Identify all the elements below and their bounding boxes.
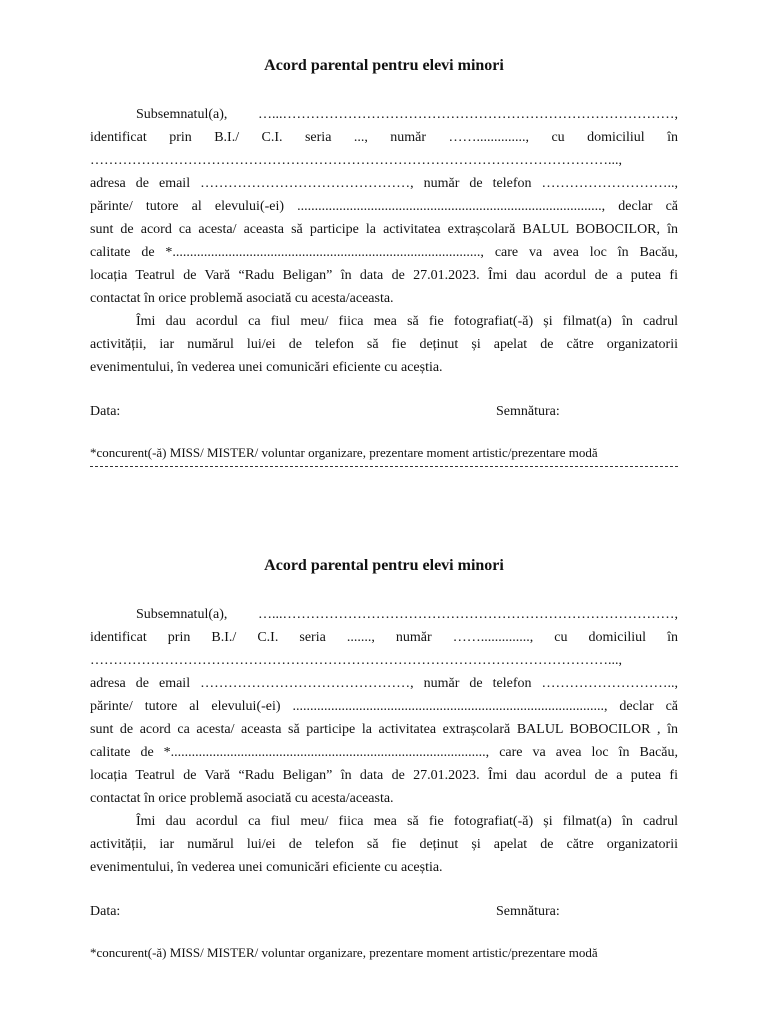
- form-line-contactat: contactat în orice problemă asociată cu acesta/aceasta.: [90, 791, 394, 806]
- form-line-parinte: părinte/ tutore al elevului(-ei) ......................................................................................., declar că: [90, 199, 678, 214]
- consent-form-2: [90, 555, 678, 963]
- form-line-subsemnatul: Subsemnatul(a), …...…………………………………………………………………………,: [136, 107, 678, 122]
- form-line-acord: sunt de acord ca acesta/ aceasta să participe la activitatea extrașcolară BALUL BOBOCILOR, în: [90, 222, 678, 237]
- date-label: Data:: [90, 404, 121, 419]
- signature-label: Semnătura:: [496, 404, 560, 419]
- date-label: Data:: [90, 904, 121, 919]
- form-line-email-phone: adresa de email ………………………………………, număr de telefon ………………………..,: [90, 676, 678, 691]
- form-line-parinte: părinte/ tutore al elevului(-ei) ........................................................................................., declar că: [90, 699, 678, 714]
- form-line-photo-3: evenimentului, în vederea unei comunicări eficiente cu aceștia.: [90, 360, 443, 375]
- date-signature-row: [90, 901, 678, 923]
- form-line-locatia: locația Teatrul de Vară “Radu Beligan” în data de 27.01.2023. Îmi dau acordul de a putea fi: [90, 268, 678, 283]
- form-line-identificat: identificat prin B.I./ C.I. seria ......., număr …….............., cu domiciliul în: [90, 630, 678, 645]
- form-line-calitate: calitate de *.........................................................................................., care va avea loc în Bacău,: [90, 745, 678, 760]
- form-line-calitate: calitate de *........................................................................................, care va avea loc în Bacău,: [90, 245, 678, 260]
- footnote: *concurent(-ă) MISS/ MISTER/ voluntar organizare, prezentare moment artistic/prezentare modă: [90, 445, 598, 460]
- form-title: Acord parental pentru elevi minori: [264, 57, 504, 74]
- form-line-contactat: contactat în orice problemă asociată cu acesta/aceasta.: [90, 291, 394, 306]
- form-line-identificat: identificat prin B.I./ C.I. seria ..., număr …….............., cu domiciliul în: [90, 130, 678, 145]
- date-signature-row: [90, 401, 678, 423]
- form-line-photo-2: activității, iar numărul lui/ei de telefon să fie deținut și apelat de către organizatorii: [90, 337, 678, 352]
- consent-form-1: [90, 55, 678, 463]
- form-line-photo-1: Îmi dau acordul ca fiul meu/ fiica mea să fie fotografiat(-ă) și filmat(a) în cadrul: [136, 814, 678, 829]
- form-line-photo-3: evenimentului, în vederea unei comunicări eficiente cu aceștia.: [90, 860, 443, 875]
- form-line-acord: sunt de acord ca acesta/ aceasta să participe la activitatea extrașcolară BALUL BOBOCILOR , în: [90, 722, 678, 737]
- form-line-locatia: locația Teatrul de Vară “Radu Beligan” în data de 27.01.2023. Îmi dau acordul de a putea fi: [90, 768, 678, 783]
- form-line-domiciliu: …………………………………………………………………………………………………...,: [90, 653, 622, 668]
- footnote: *concurent(-ă) MISS/ MISTER/ voluntar organizare, prezentare moment artistic/prezentare modă: [90, 945, 598, 960]
- form-line-photo-2: activității, iar numărul lui/ei de telefon să fie deținut și apelat de către organizatorii: [90, 837, 678, 852]
- cut-line-divider: [90, 466, 678, 467]
- form-title: Acord parental pentru elevi minori: [264, 557, 504, 574]
- form-line-photo-1: Îmi dau acordul ca fiul meu/ fiica mea să fie fotografiat(-ă) și filmat(a) în cadrul: [136, 314, 678, 329]
- form-line-subsemnatul: Subsemnatul(a), …...…………………………………………………………………………,: [136, 607, 678, 622]
- form-line-domiciliu: …………………………………………………………………………………………………...,: [90, 153, 622, 168]
- form-line-email-phone: adresa de email ………………………………………, număr de telefon ………………………..,: [90, 176, 678, 191]
- signature-label: Semnătura:: [496, 904, 560, 919]
